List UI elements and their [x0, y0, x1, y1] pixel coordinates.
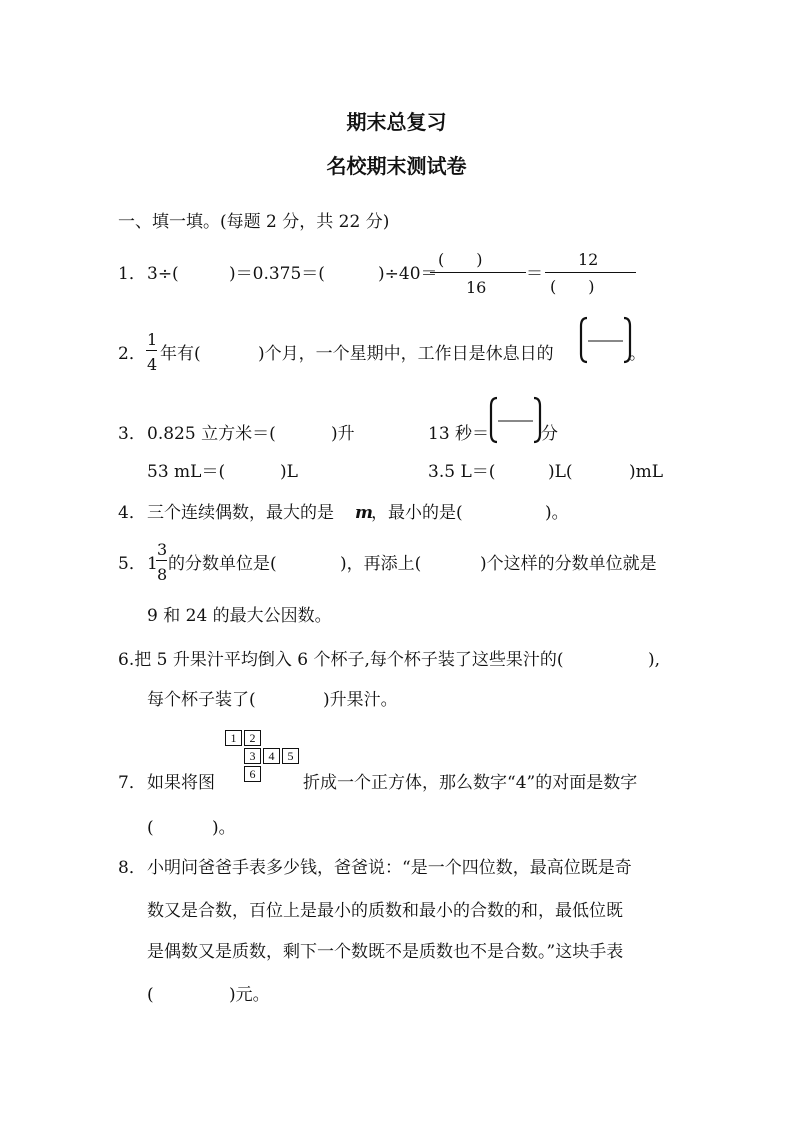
q4-text-a: 三个连续偶数，最大的是 [147, 503, 334, 523]
q2-fraction-bar [146, 350, 157, 351]
q4-text-c: )。 [545, 503, 569, 523]
cube-net-cell: 4 [263, 748, 280, 764]
q7-text-d: )。 [212, 818, 236, 838]
cube-net-cell: 1 [225, 730, 242, 746]
q2-text-b: )个月，一个星期中，工作日是休息日的 [258, 344, 554, 364]
q3-fraction-blank [489, 396, 544, 444]
q1-fraction2-numerator: 12 [578, 250, 599, 269]
cube-net-cell: 5 [282, 748, 299, 764]
cube-net-cell: 6 [244, 766, 261, 782]
q4-variable-m: m [355, 503, 373, 523]
page-subtitle: 名校期末测试卷 [326, 154, 467, 178]
q7-text-a: 如果将图 [147, 773, 215, 793]
q1-fraction1-numerator: ( ) [438, 250, 483, 269]
q4-number: 4． [118, 503, 146, 523]
q5-fraction-bar [156, 560, 167, 561]
cube-net-cell: 3 [244, 748, 261, 764]
q8-line-1: 小明问爸爸手表多少钱，爸爸说：“是一个四位数，最高位既是奇 [147, 858, 632, 878]
cube-net-cell: 2 [244, 730, 261, 746]
q3-text-e: 53 mL＝( [147, 462, 226, 482]
q3-text-a: 0.825 立方米＝( [147, 424, 276, 444]
q1-equals: ＝ [526, 264, 543, 284]
q3-text-c: 13 秒＝ [428, 424, 490, 444]
q5-fraction-numerator: 3 [157, 540, 168, 559]
q1-text-b: )＝0.375＝( [229, 264, 325, 284]
cube-net-figure [225, 730, 305, 788]
q5-number: 5． [118, 554, 146, 574]
q6-text-b: ), [648, 650, 661, 670]
q7-number: 7． [118, 773, 146, 793]
q1-number: 1． [118, 264, 146, 284]
q2-fraction-blank [579, 316, 634, 364]
q8-line-4a: ( [147, 985, 154, 1005]
q2-text-a: 年有( [160, 344, 201, 364]
q3-text-g: 3.5 L＝( [428, 462, 496, 482]
q1-fraction2-denominator: ( ) [550, 277, 595, 296]
q3-text-h: )L( [548, 462, 573, 482]
q2-fraction-denominator: 4 [147, 355, 158, 374]
q5-fraction-denominator: 8 [157, 565, 168, 584]
q8-line-4b: )元。 [229, 985, 270, 1005]
q2-fraction-numerator: 1 [147, 330, 158, 349]
q6-text-c: 每个杯子装了( [147, 690, 256, 710]
q1-text-a: 3÷( [147, 264, 179, 284]
section-header: 一、填一填。(每题 2 分，共 22 分) [118, 212, 390, 232]
q1-fraction1-denominator: 16 [466, 278, 487, 297]
q7-text-c: ( [147, 818, 154, 838]
q5-whole: 1 [147, 554, 158, 574]
q2-end: 。 [629, 344, 646, 364]
q7-text-b: 折成一个正方体，那么数字“4”的对面是数字 [303, 773, 638, 793]
q5-text-b: )，再添上( [340, 554, 422, 574]
q3-text-f: )L [280, 462, 298, 482]
q8-line-3: 是偶数又是质数，剩下一个数既不是质数也不是合数。”这块手表 [147, 942, 624, 962]
q3-number: 3． [118, 424, 146, 444]
q8-number: 8． [118, 858, 146, 878]
q5-text-a: 的分数单位是( [168, 554, 277, 574]
q2-number: 2． [118, 344, 146, 364]
page-title: 期末总复习 [346, 110, 447, 134]
q6-text-a: 6.把 5 升果汁平均倒入 6 个杯子,每个杯子装了这些果汁的( [118, 650, 564, 670]
q1-fraction2-bar [545, 272, 636, 273]
q4-text-b: ，最小的是( [371, 503, 463, 523]
q3-text-d: 分 [541, 424, 558, 444]
q5-text-c: )个这样的分数单位就是 [480, 554, 657, 574]
q3-text-b: )升 [331, 424, 355, 444]
q3-text-i: )mL [629, 462, 664, 482]
q5-text-d: 9 和 24 的最大公因数。 [147, 606, 332, 626]
q6-text-d: )升果汁。 [323, 690, 398, 710]
q1-fraction1-bar [430, 272, 526, 273]
q1-text-c: )÷40＝ [378, 264, 438, 284]
q8-line-2: 数又是合数，百位上是最小的质数和最小的合数的和，最低位既 [147, 901, 623, 921]
